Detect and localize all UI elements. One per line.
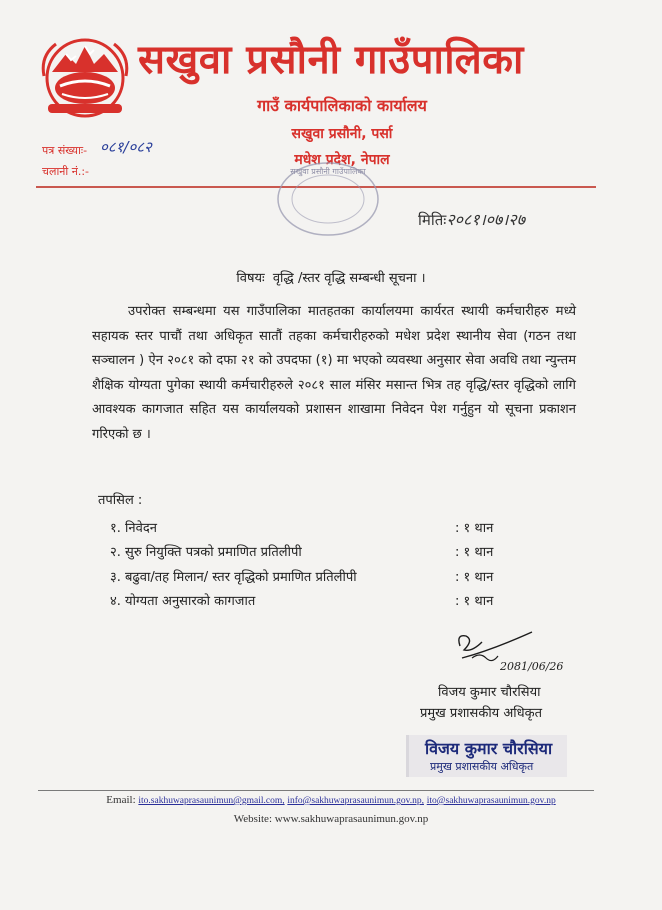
body-text: उपरोक्त सम्बन्धमा यस गाउँपालिका मातहतका कार्यालयमा कार्यरत स्थायी कर्मचारीहरु मध्ये सहायक स्तर पाचौं तथा अधिकृत सातौं तहका कर्मचारीहरुको मधेश प्रदेश स्थानीय सेवा (गठन तथा सञ्चालन ) ऐन २०८१ को दफा २१ को उपदफा (१) मा भएको व्यवस्था अनुसार सेवा अवधि तथा न्युन्तम शैक्षिक योग्यता पुगेका स्थायी कर्मचारीहरुले २०८१ साल मंसिर मसान्त भित्र तह वृद्धि/स्तर वृद्धिको लागि आवश्यक कागजात सहित यस कार्यालयको प्रशासन शाखामा निवेदन पेश गर्नुहुन यो सूचना प्रकाशन गरिएको छ । — [92, 304, 576, 442]
list-heading: तपसिल : — [98, 493, 143, 508]
signature-date: 2081/06/26 — [500, 660, 564, 673]
signer-name: विजय कुमार चौरसिया — [438, 685, 541, 700]
letter-number-value: ०८१/०८२ — [100, 138, 152, 156]
address-line-1: सखुवा प्रसौनी, पर्सा — [291, 126, 393, 142]
list-item: ३. बढुवा/तह मिलान/ स्तर वृद्धिको प्रमाणित प्रतिलीपी — [110, 570, 357, 585]
list-item-qty: : १ थान — [455, 594, 494, 609]
email-link-3[interactable]: ito@sakhuwaprasaunimun.gov.np — [426, 796, 556, 806]
list-item-qty: : १ थान — [455, 570, 494, 585]
website-label: Website: — [233, 813, 272, 825]
list-item: १. निवेदन — [110, 521, 157, 536]
date-label: मितिः — [418, 211, 447, 229]
list-item-qty: : १ थान — [455, 521, 494, 536]
nepal-emblem-icon — [38, 36, 132, 120]
footer-divider — [38, 790, 594, 791]
email-label: Email: — [106, 794, 136, 806]
seal-name: विजय कुमार चौरसिया — [425, 739, 553, 758]
list-item: ४. योग्यता अनुसारको कागजात — [110, 594, 256, 609]
letter-date — [418, 208, 525, 230]
signer-title: प्रमुख प्रशासकीय अधिकृत — [420, 706, 543, 721]
dispatch-number-label: चलानी नं.:- — [42, 165, 90, 178]
address-line-2: मधेश प्रदेश, नेपाल — [294, 152, 390, 168]
email-link-1[interactable]: ito.sakhuwaprasaunimun@gmail.com, — [138, 796, 285, 806]
body-paragraph — [92, 300, 576, 447]
website-link[interactable]: www.sakhuwaprasaunimun.gov.np — [274, 813, 429, 825]
office-name: गाउँ कार्यपालिकाको कार्यालय — [257, 96, 427, 115]
handwritten-signature — [452, 628, 582, 676]
letter-number-label: पत्र संख्याः- — [42, 144, 88, 157]
subject-line — [0, 268, 662, 286]
list-item: २. सुरु नियुक्ति पत्रको प्रमाणित प्रतिलीपी — [110, 545, 302, 560]
subject-label: विषयः — [236, 271, 265, 286]
footer-website-line — [0, 813, 662, 825]
office-stamp — [272, 158, 384, 240]
stamp-text: सखुवा प्रसौनी गाउँपालिका — [290, 167, 366, 176]
organization-name: सखुवा प्रसौनी गाउँपालिका — [138, 37, 524, 83]
footer-email-line — [0, 794, 662, 806]
seal-title: प्रमुख प्रशासकीय अधिकृत — [430, 760, 534, 773]
list-item-qty: : १ थान — [455, 545, 494, 560]
email-link-2[interactable]: info@sakhuwaprasaunimun.gov.np, — [287, 796, 424, 806]
date-value: २०८१।०७।२७ — [446, 210, 526, 229]
subject-text: वृद्धि /स्तर वृद्धि सम्बन्धी सूचना । — [272, 271, 426, 286]
